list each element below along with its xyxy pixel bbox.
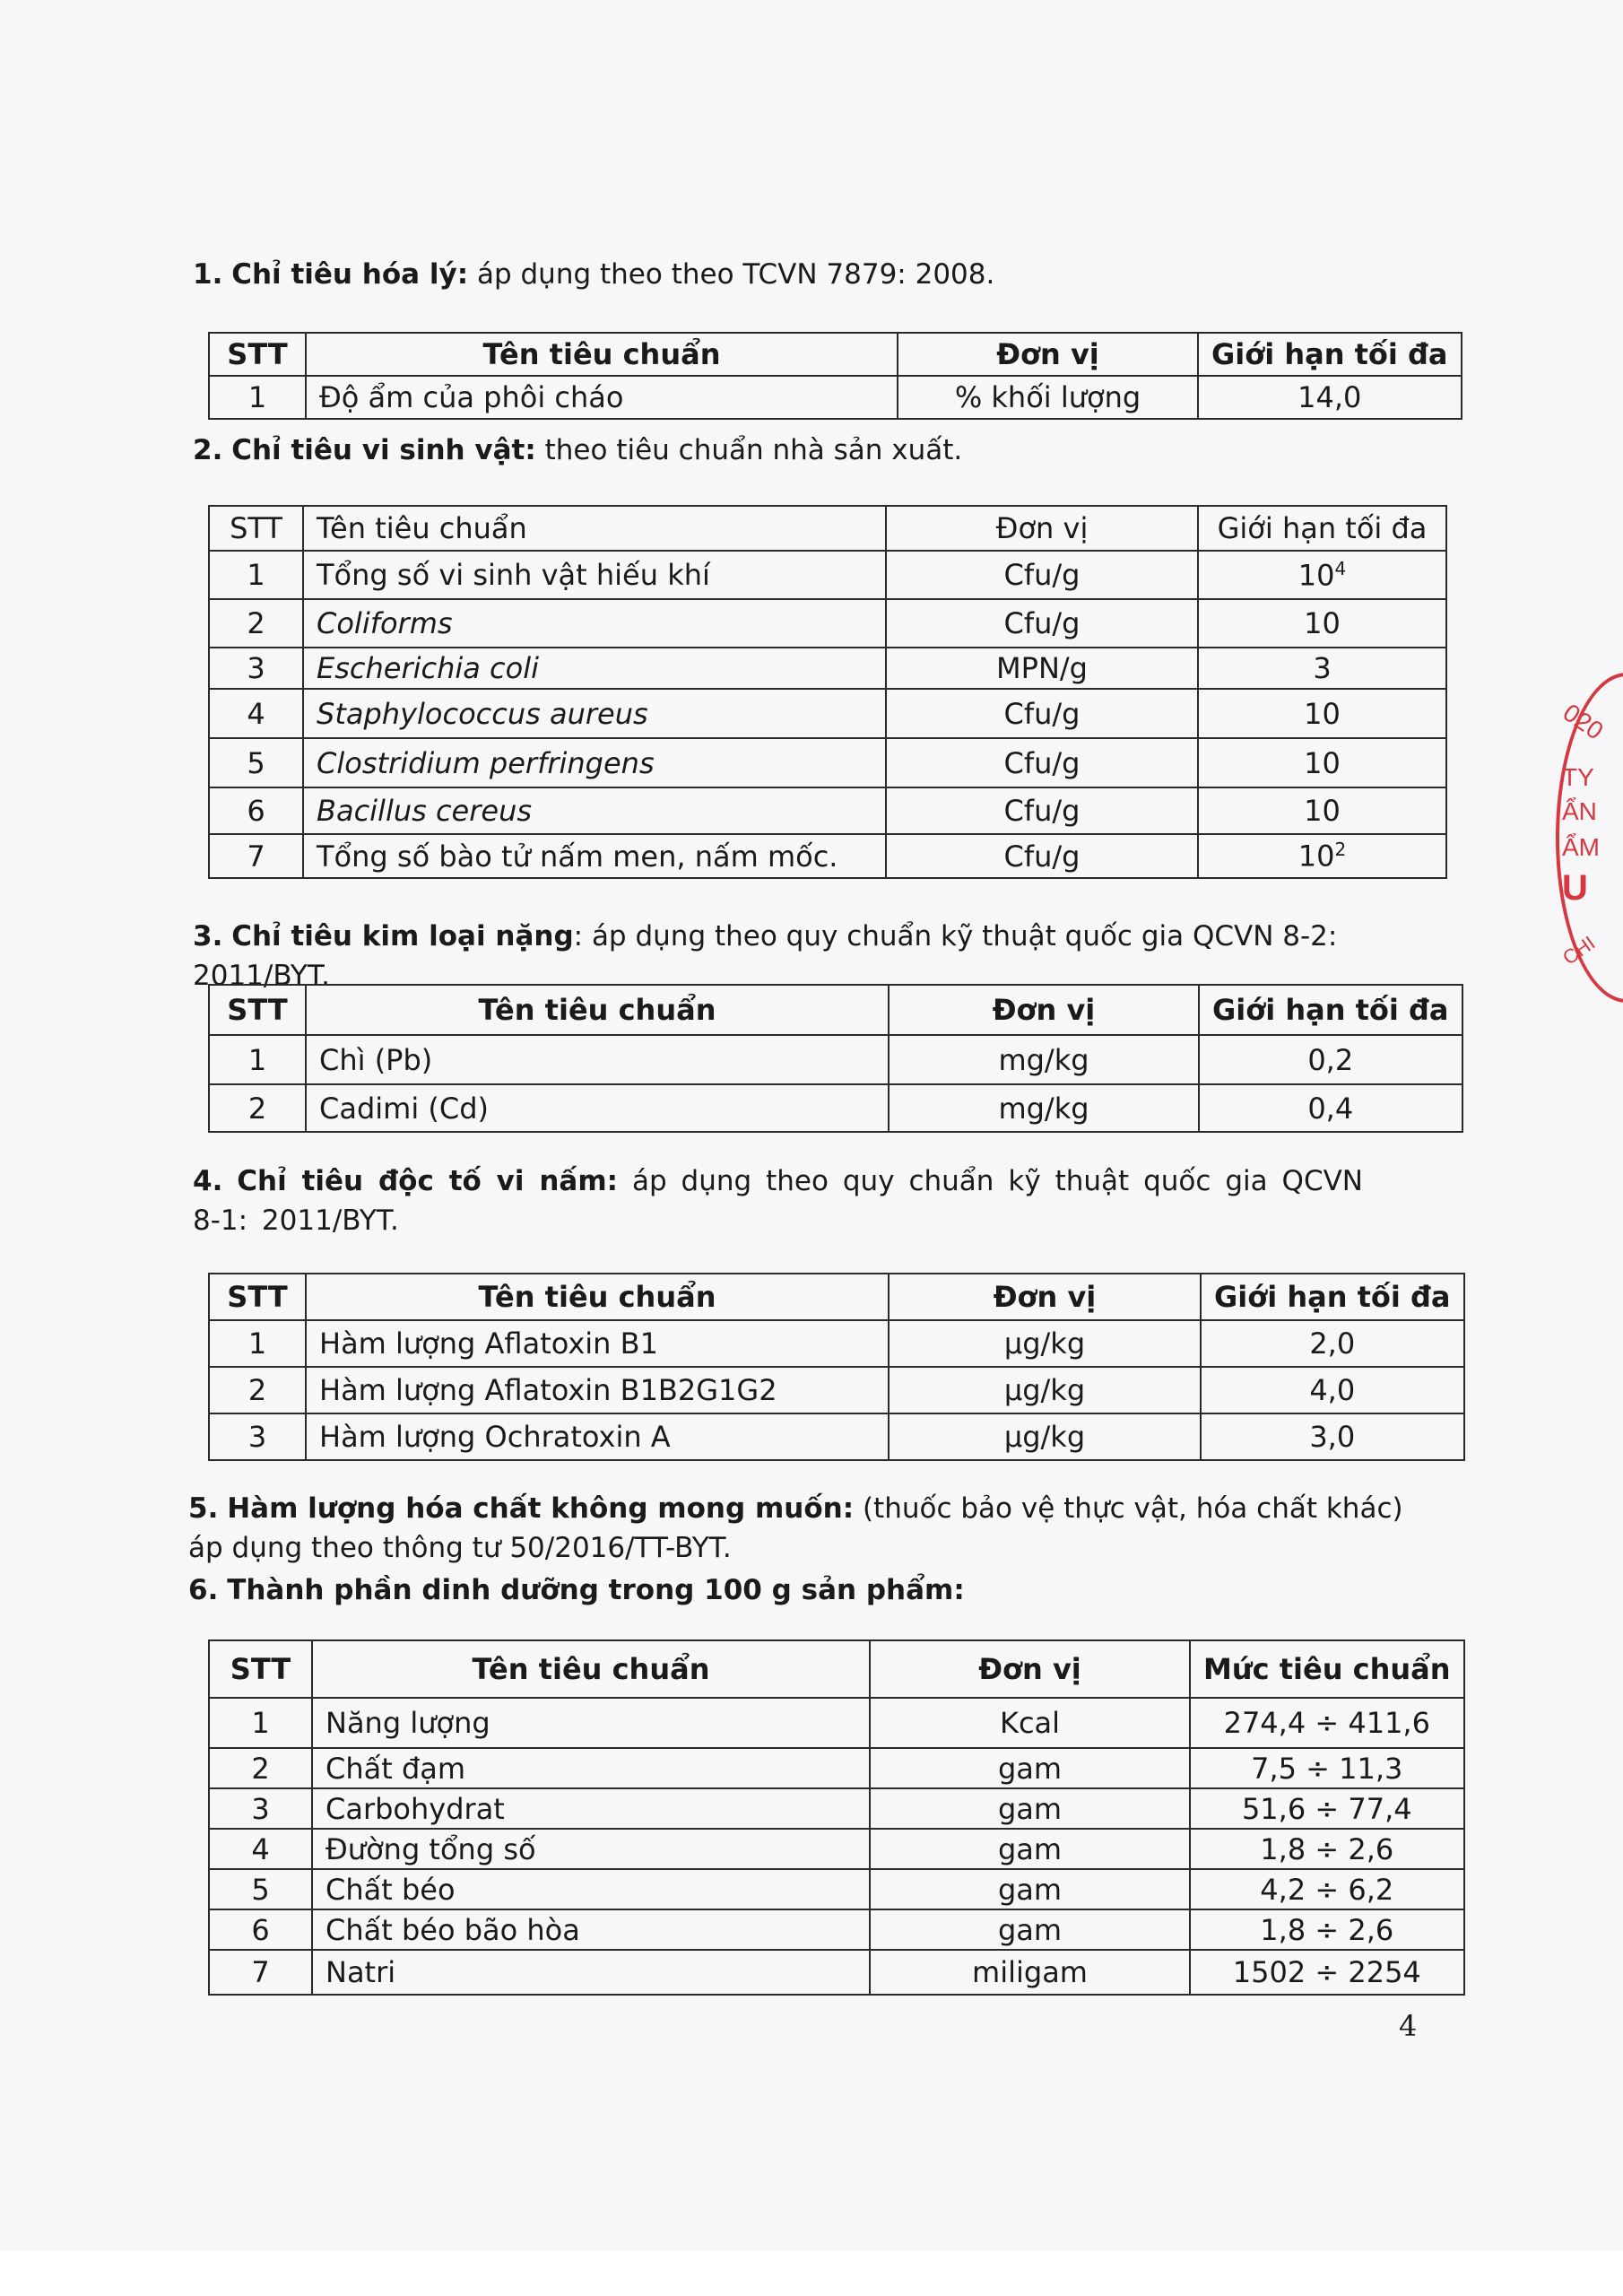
table-row: 7 Tổng số bào tử nấm men, nấm mốc. Cfu/g $10^2$ bbox=[209, 834, 1446, 878]
section-4-heading: 4. Chỉ tiêu độc tố vi nấm: áp dụng theo quy chuẩn kỹ thuật quốc gia QCVN 8-1: 2011/BYT. bbox=[193, 1165, 1363, 1237]
table-row: 6 Bacillus cereus Cfu/g 10 bbox=[209, 787, 1446, 834]
col-name: Tên tiêu chuẩn bbox=[306, 333, 898, 376]
table-row: 2 Hàm lượng Aflatoxin B1B2G1G2 µg/kg 4,0 bbox=[209, 1367, 1464, 1413]
page-number: 4 bbox=[1399, 2009, 1418, 2043]
nutrition-table: STT Tên tiêu chuẩn Đơn vị Mức tiêu chuẩn 1 Năng lượng Kcal 274,4 ÷ 411,6 2 Chất đạm gam 7,5 ÷ 11,3 3 Carbohydrat gam 51,6 ÷ 77,4 4 Đường tổng số gam 1,8 ÷ 2,6 5 Chất béo gam 4,2 ÷ 6,2 6 Chất béo bão hòa gam 1,8 ÷ 2,6 7 Natri miligam 1502 ÷ 2254 bbox=[208, 1639, 1465, 1996]
table-row: 2 Cadimi (Cd) mg/kg 0,4 bbox=[209, 1084, 1462, 1132]
table-row: 1 Tổng số vi sinh vật hiếu khí Cfu/g $10^4$ bbox=[209, 551, 1446, 599]
col-stt: STT bbox=[209, 333, 306, 376]
section-3-heading: 3. Chỉ tiêu kim loại nặng: áp dụng theo quy chuẩn kỹ thuật quốc gia QCVN 8-2: 2011/BYT. bbox=[193, 920, 1338, 992]
section-6-heading: 6. Thành phần dinh dưỡng trong 100 g sản phẩm: bbox=[188, 1574, 965, 1606]
stamp-text-line: ẨN bbox=[1562, 797, 1597, 825]
section-5-heading: 5. Hàm lượng hóa chất không mong muốn: (thuốc bảo vệ thực vật, hóa chất khác) áp dụng theo thông tư 50/2016/TT-BYT. bbox=[188, 1492, 1403, 1564]
stamp-text-line: U bbox=[1562, 868, 1588, 908]
table-row: 4 Đường tổng số gam 1,8 ÷ 2,6 bbox=[209, 1829, 1464, 1869]
section-2-heading: 2. Chỉ tiêu vi sinh vật: theo tiêu chuẩn nhà sản xuất. bbox=[193, 434, 963, 466]
table-row: 3 Hàm lượng Ochratoxin A µg/kg 3,0 bbox=[209, 1413, 1464, 1460]
stamp-text-line: 020 bbox=[1558, 698, 1609, 745]
stamp-text-line: CHI bbox=[1558, 931, 1600, 970]
table-row: 3 Carbohydrat gam 51,6 ÷ 77,4 bbox=[209, 1788, 1464, 1829]
table-row: 1 Chì (Pb) mg/kg 0,2 bbox=[209, 1035, 1462, 1084]
table-row: 2 Chất đạm gam 7,5 ÷ 11,3 bbox=[209, 1748, 1464, 1788]
section-1-heading: 1. Chỉ tiêu hóa lý: áp dụng theo theo TCVN 7879: 2008. bbox=[193, 258, 995, 291]
table-row: 7 Natri miligam 1502 ÷ 2254 bbox=[209, 1950, 1464, 1995]
table-row: 2 Coliforms Cfu/g 10 bbox=[209, 599, 1446, 648]
table-row: 5 Clostridium perfringens Cfu/g 10 bbox=[209, 738, 1446, 787]
col-limit: Giới hạn tối đa bbox=[1198, 333, 1462, 376]
table-row: 1 Hàm lượng Aflatoxin B1 µg/kg 2,0 bbox=[209, 1320, 1464, 1367]
table-row: 5 Chất béo gam 4,2 ÷ 6,2 bbox=[209, 1869, 1464, 1909]
table-row: 1 Năng lượng Kcal 274,4 ÷ 411,6 bbox=[209, 1698, 1464, 1748]
table-row: 3 Escherichia coli MPN/g 3 bbox=[209, 648, 1446, 689]
physico-chemical-table bbox=[208, 332, 1462, 420]
scan-bottom-margin bbox=[0, 2251, 1623, 2296]
microbiology-table: STT Tên tiêu chuẩn Đơn vị Giới hạn tối đa 1 Tổng số vi sinh vật hiếu khí Cfu/g $10^4$ 2 Coliforms Cfu/g 10 3 Escherichia coli MPN/g 3 4 Staphylococcus aureus Cfu/g 10 5 Clostridium perfringens Cfu/g 10 6 Bacillus cereus Cfu/g 10 7 Tổng số bào tử nấm men, nấm mốc. Cfu/g $10^2$ bbox=[208, 505, 1447, 879]
table-row: 6 Chất béo bão hòa gam 1,8 ÷ 2,6 bbox=[209, 1909, 1464, 1950]
mycotoxin-table: STT Tên tiêu chuẩn Đơn vị Giới hạn tối đa 1 Hàm lượng Aflatoxin B1 µg/kg 2,0 2 Hàm lượng Aflatoxin B1B2G1G2 µg/kg 4,0 3 Hàm lượng Ochratoxin A µg/kg 3,0 bbox=[208, 1273, 1465, 1461]
table-row: 4 Staphylococcus aureus Cfu/g 10 bbox=[209, 689, 1446, 738]
heavy-metal-table: STT Tên tiêu chuẩn Đơn vị Giới hạn tối đa 1 Chì (Pb) mg/kg 0,2 2 Cadimi (Cd) mg/kg 0,4 bbox=[208, 984, 1463, 1133]
stamp-text-line: TY bbox=[1562, 763, 1594, 791]
stamp-text-line: ẨM bbox=[1562, 833, 1600, 861]
col-unit: Đơn vị bbox=[898, 333, 1198, 376]
table-row: 1 Độ ẩm của phôi cháo % khối lượng 14,0 bbox=[209, 376, 1462, 419]
